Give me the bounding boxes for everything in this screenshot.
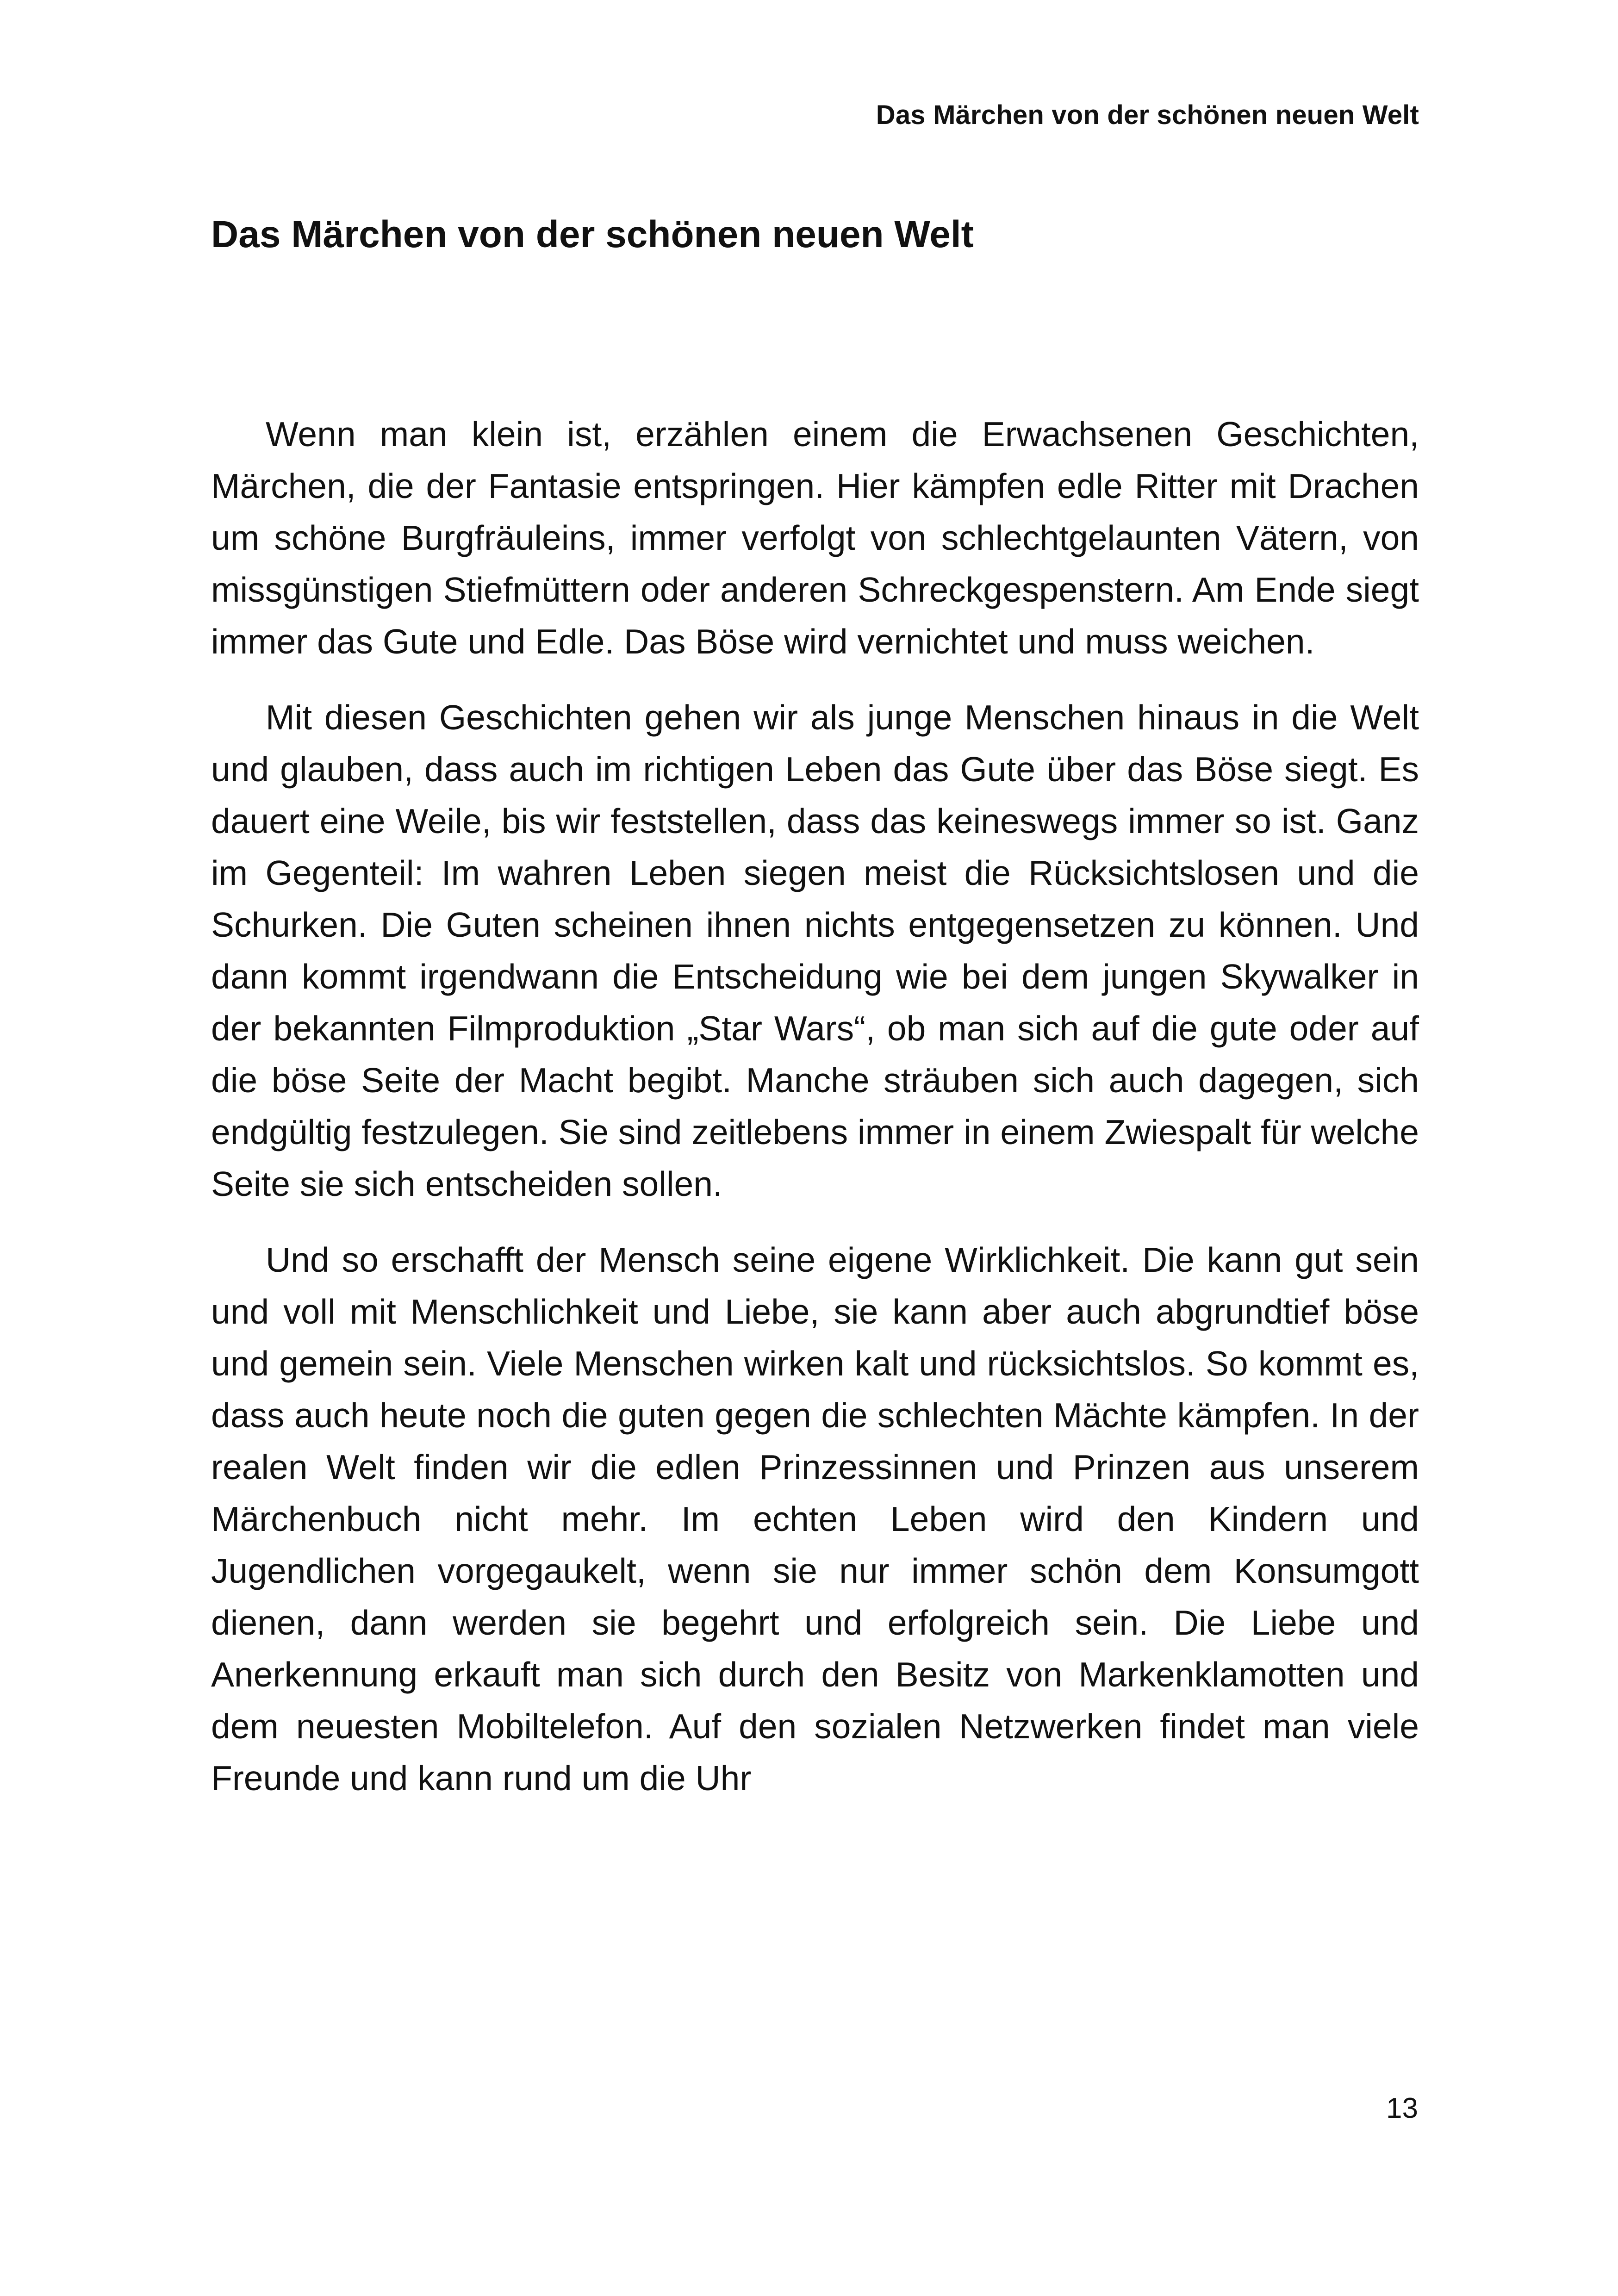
paragraph: Und so erschafft der Mensch seine eigene Wirklichkeit. Die kann gut sein und voll mit Menschlichkeit und Liebe, sie kann aber auch abgrundtief böse und gemein sein. Viele Menschen wirken kalt und rücksichtslos. So kommt es, dass auch heute noch die guten gegen die schlechten Mächte kämpfen. In der realen Welt finden wir die edlen Prinzessinnen und Prinzen aus unserem Märchenbuch nicht mehr. Im echten Leben wird den Kindern und Jugendlichen vorgegaukelt, wenn sie nur immer schön dem Konsumgott dienen, dann werden sie begehrt und erfolgreich sein. Die Liebe und Anerkennung erkauft man sich durch den Besitz von Markenklamotten und dem neuesten Mobiltelefon. Auf den sozialen Netzwerken findet man viele Freunde und kann rund um die Uhr xyxy=(211,1240,1419,1798)
running-header: Das Märchen von der schönen neuen Welt xyxy=(876,100,1419,130)
page-number: 13 xyxy=(1386,2092,1418,2124)
paragraph: Mit diesen Geschichten gehen wir als junge Menschen hinaus in die Welt und glauben, dass auch im richtigen Leben das Gute über das Böse siegt. Es dauert eine Weile, bis wir feststellen, dass das keineswegs immer so ist. Ganz im Gegenteil: Im wahren Leben siegen meist die Rücksichtslosen und die Schurken. Die Guten scheinen ihnen nichts entgegensetzen zu können. Und dann kommt irgendwann die Entscheidung wie bei dem jungen Skywalker in der bekannten Filmproduktion „Star Wars“, ob man sich auf die gute oder auf die böse Seite der Macht begibt. Manche sträuben sich auch dagegen, sich endgültig festzulegen. Sie sind zeitlebens immer in einem Zwiespalt für welche Seite sie sich entscheiden sollen. xyxy=(211,698,1419,1203)
chapter-title: Das Märchen von der schönen neuen Welt xyxy=(211,213,974,255)
body-text xyxy=(211,408,1419,1828)
paragraph: Wenn man klein ist, erzählen einem die Erwachsenen Geschichten, Märchen, die der Fantasie entspringen. Hier kämpfen edle Ritter mit Drachen um schöne Burgfräuleins, immer verfolgt von schlechtgelaunten Vätern, von missgünstigen Stiefmüttern oder anderen Schreckgespenstern. Am Ende siegt immer das Gute und Edle. Das Böse wird vernichtet und muss weichen. xyxy=(211,415,1419,661)
